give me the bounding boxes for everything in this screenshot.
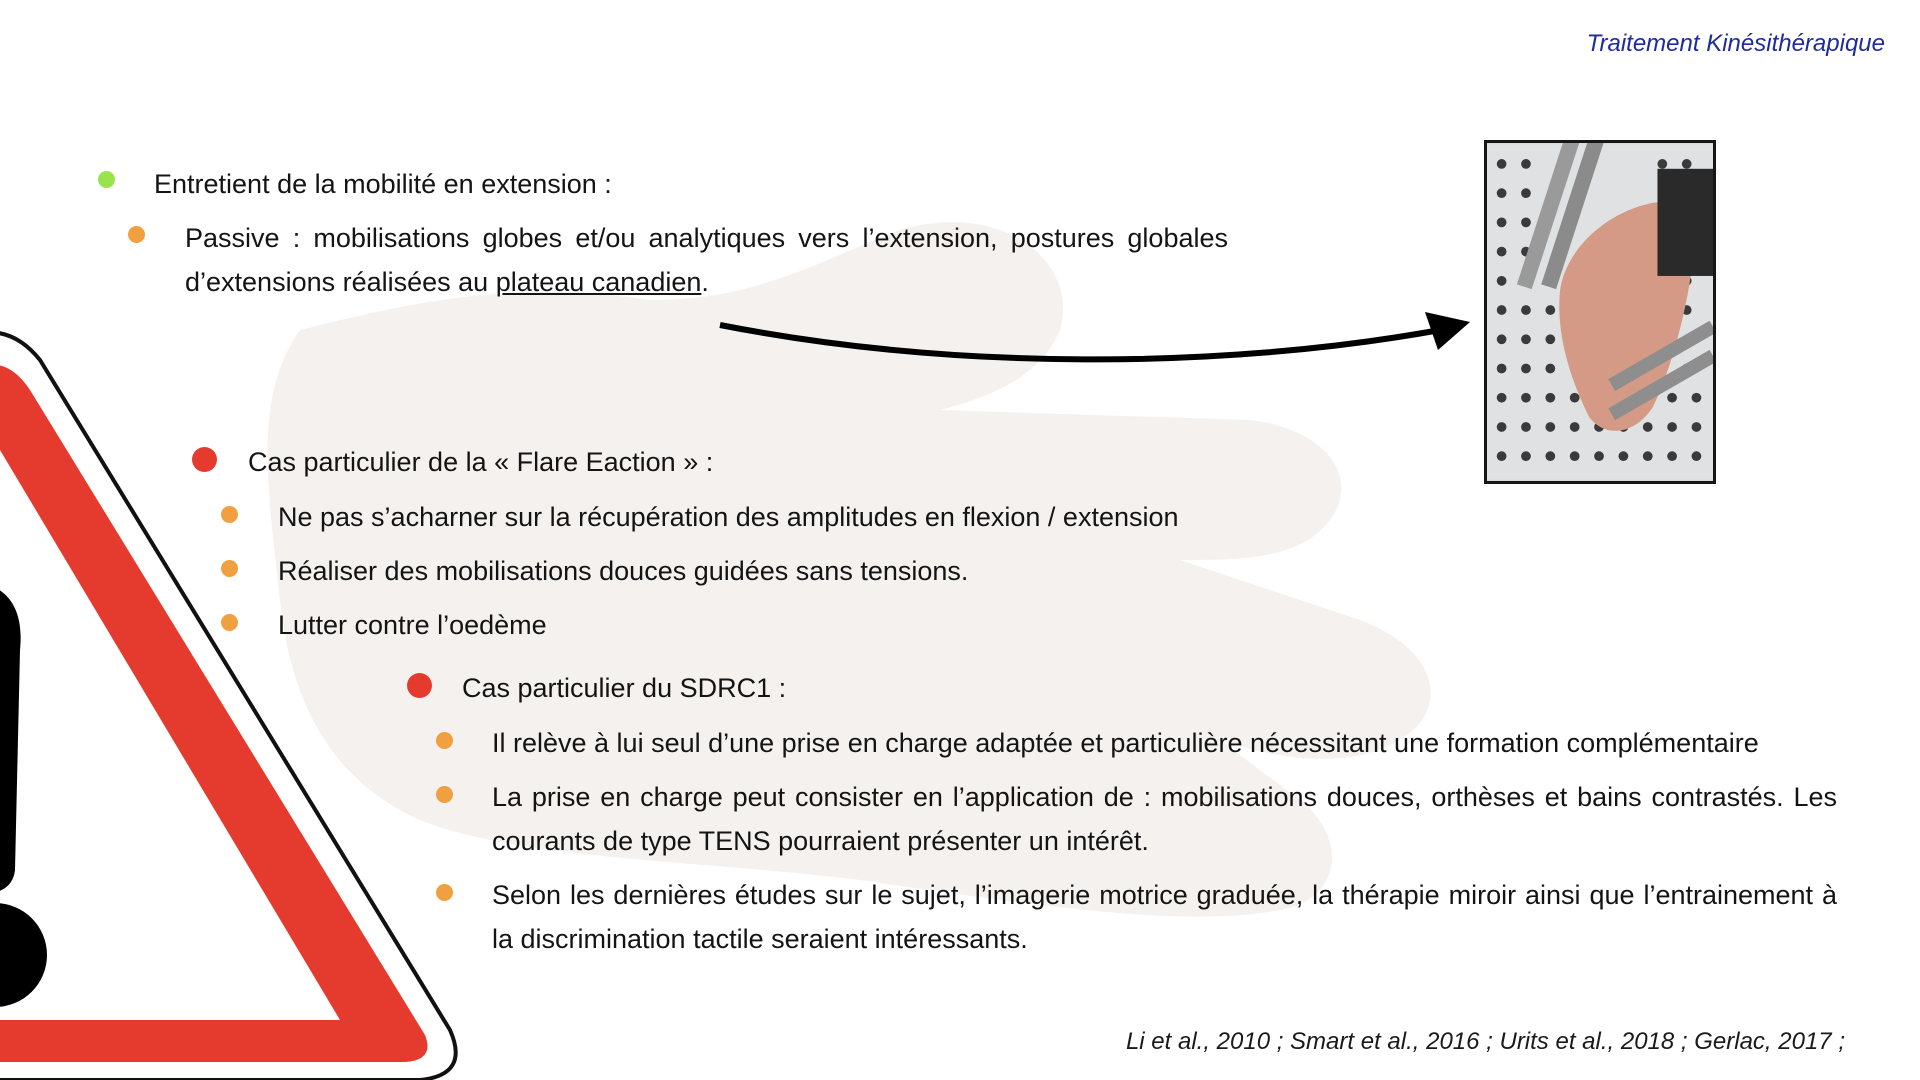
passive-text: Passive : mobilisations globes et/ou analytiques vers l’extension, postures globales d’extensions réalisées au — [185, 223, 1228, 297]
section2-heading: Cas particulier de la « Flare Eaction » : — [248, 447, 714, 477]
bullet-orange — [436, 884, 453, 901]
section3-item: Il relève à lui seul d’une prise en charge adaptée et particulière nécessitant une formation complémentaire — [492, 728, 1759, 758]
passive-paragraph — [185, 216, 1228, 304]
bullet-orange — [436, 732, 453, 749]
curved-arrow-icon — [700, 300, 1480, 390]
section2-item: Lutter contre l’oedème — [278, 610, 547, 640]
bullet-red — [407, 673, 432, 698]
page-title: Traitement Kinésithérapique — [1586, 30, 1885, 57]
bullet-orange — [221, 560, 238, 577]
section3-item: La prise en charge peut consister en l’application de : mobilisations douces, orthèses et bains contrastés. Les courants de type TENS pourraient présenter un intérêt. — [492, 782, 1837, 856]
peg-board-image — [1487, 143, 1713, 481]
plateau-canadien-link[interactable]: plateau canadien — [495, 267, 702, 297]
passive-suffix: . — [701, 267, 709, 297]
hand-on-peg-board-photo — [1484, 140, 1716, 484]
bullet-orange — [128, 226, 145, 243]
section3-item: Selon les dernières études sur le sujet, l’imagerie motrice graduée, la thérapie miroir ainsi que l’entrainement à la discrimination tactile seraient intéressants. — [492, 880, 1837, 954]
references: Li et al., 2010 ; Smart et al., 2016 ; Urits et al., 2018 ; Gerlac, 2017 ; — [1125, 1028, 1845, 1055]
bullet-orange — [436, 786, 453, 803]
bullet-green — [98, 171, 115, 188]
section2-item: Ne pas s’acharner sur la récupération des amplitudes en flexion / extension — [278, 502, 1179, 532]
bullet-orange — [221, 506, 238, 523]
section3-heading: Cas particulier du SDRC1 : — [462, 673, 787, 703]
bullet-red — [192, 447, 217, 472]
section2-item: Réaliser des mobilisations douces guidées sans tensions. — [278, 556, 969, 586]
bullet-orange — [221, 614, 238, 631]
section1-heading: Entretient de la mobilité en extension : — [154, 169, 612, 199]
